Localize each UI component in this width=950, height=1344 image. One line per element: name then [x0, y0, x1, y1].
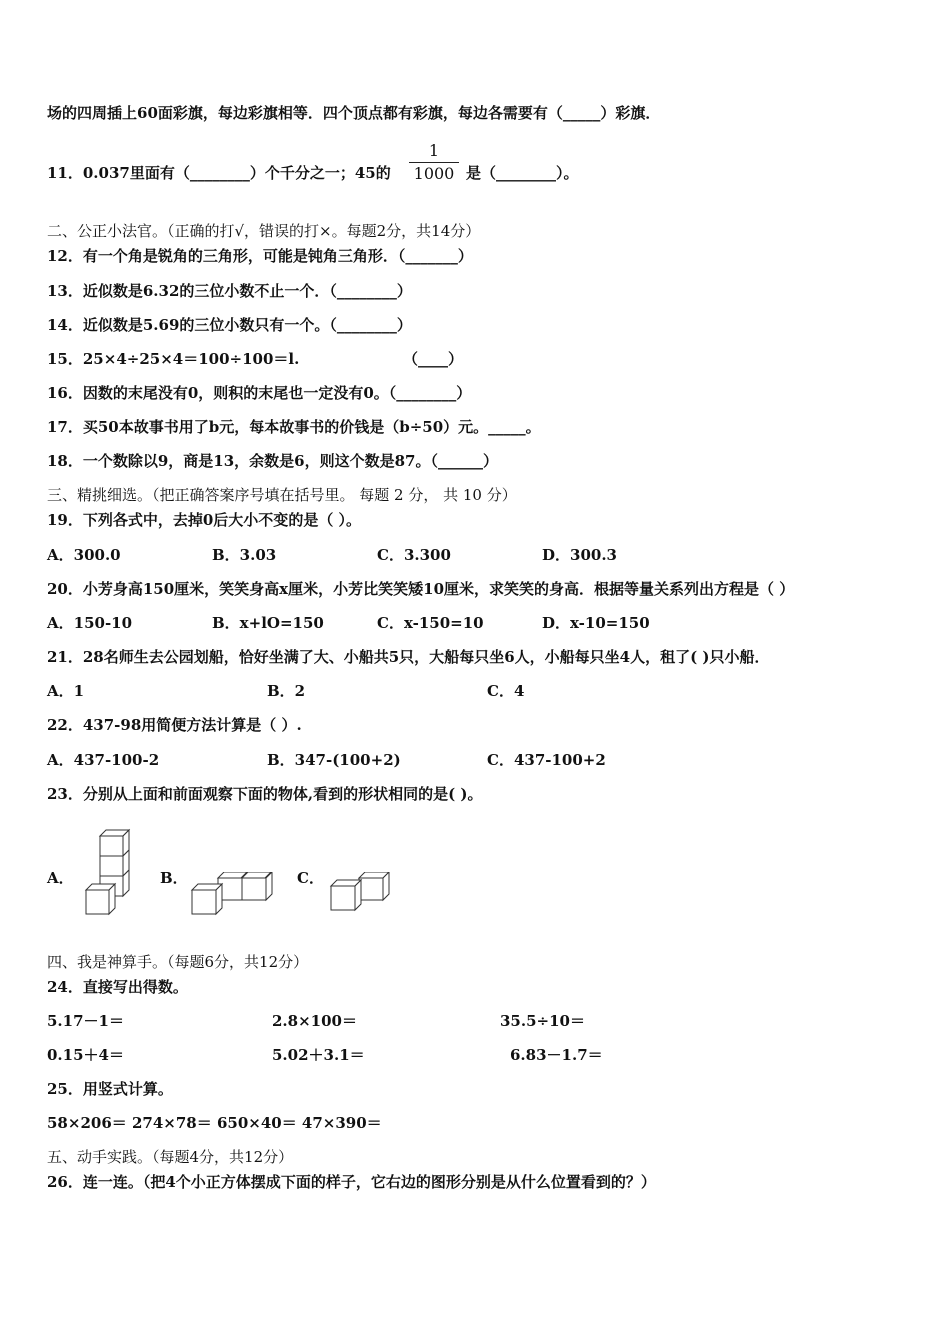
q19-option-b: B．3.03: [212, 546, 277, 564]
q21-option-a: A．1: [47, 682, 85, 700]
question-15: 15．25×4÷25×4＝100÷100＝l.: [47, 350, 300, 368]
q19-option-d: D．300.3: [542, 546, 617, 564]
question-13: 13．近似数是6.32的三位小数不止一个．（________）: [47, 282, 412, 300]
question-24: 24．直接写出得数。: [47, 978, 188, 996]
fraction-numerator: 1: [428, 141, 440, 160]
section-4-heading: 四、我是神算手。（每题6分，共12分）: [47, 953, 309, 971]
fraction-denominator: 1000: [413, 164, 455, 183]
q24-item-1: 5.17－1＝: [47, 1012, 124, 1030]
question-15-blank: （____）: [403, 350, 464, 368]
q20-option-a: A．150-10: [47, 614, 133, 632]
q24-item-4: 0.15＋4＝: [47, 1046, 124, 1064]
question-18: 18．一个数除以9，商是13，余数是6，则这个数是87。（______）: [47, 452, 498, 470]
q20-option-d: D．x-10=150: [542, 614, 650, 632]
question-25: 25．用竖式计算。: [47, 1080, 173, 1098]
question-11-part-a: 11．0.037里面有（________）个千分之一；45的: [47, 164, 391, 182]
question-23: 23．分别从上面和前面观察下面的物体,看到的形状相同的是( )。: [47, 785, 483, 803]
question-14: 14．近似数是5.69的三位小数只有一个。（________）: [47, 316, 412, 334]
section-3-heading: 三、精挑细选。（把正确答案序号填在括号里。 每题 2 分， 共 10 分）: [47, 486, 517, 504]
question-12: 12．有一个角是锐角的三角形，可能是钝角三角形．（_______）: [47, 247, 473, 265]
question-21: 21．28名师生去公园划船，恰好坐满了大、小船共5只，大船每只坐6人，小船每只坐4人，租了( )只小船．: [47, 648, 770, 666]
q23-option-c-label: C．: [297, 869, 324, 887]
q24-item-3: 35.5÷10＝: [500, 1012, 585, 1030]
question-10-continuation: 场的四周插上60面彩旗，每边彩旗相等．四个顶点都有彩旗，每边各需要有（_____）彩旗．: [47, 104, 661, 122]
question-25-items: 58×206＝ 274×78＝ 650×40＝ 47×390＝: [47, 1114, 382, 1132]
section-5-heading: 五、动手实践。（每题4分，共12分）: [47, 1148, 294, 1166]
q24-item-5: 5.02＋3.1＝: [272, 1046, 365, 1064]
q23-option-a-label: A．: [47, 869, 74, 887]
q23-option-c-figure: [327, 872, 393, 914]
q23-option-b-label: B．: [160, 869, 188, 887]
q23-option-a-figure: [82, 828, 134, 918]
q22-option-c: C．437-100+2: [487, 751, 606, 769]
q23-option-b-figure: [188, 872, 276, 918]
fraction-bar: [409, 162, 459, 163]
question-20: 20．小芳身高150厘米，笑笑身高x厘米，小芳比笑笑矮10厘米，求笑笑的身高．根据等量关系列出方程是（ ）: [47, 580, 795, 598]
section-2-heading: 二、公正小法官。（正确的打√，错误的打×。每题2分，共14分）: [47, 222, 481, 240]
q19-option-a: A．300.0: [47, 546, 121, 564]
q19-option-c: C．3.300: [377, 546, 451, 564]
question-22: 22．437-98用简便方法计算是（ ）.: [47, 716, 302, 734]
q22-option-a: A．437-100-2: [47, 751, 160, 769]
q21-option-c: C．4: [487, 682, 525, 700]
q21-option-b: B．2: [267, 682, 306, 700]
question-26: 26．连一连。（把4个小正方体摆成下面的样子，它右边的图形分别是从什么位置看到的？）: [47, 1173, 656, 1191]
question-17: 17．买50本故事书用了b元，每本故事书的价钱是（b÷50）元。_____。: [47, 418, 541, 436]
question-16: 16．因数的末尾没有0，则积的末尾也一定没有0。（________）: [47, 384, 472, 402]
q24-item-6: 6.83－1.7＝: [510, 1046, 603, 1064]
q24-item-2: 2.8×100＝: [272, 1012, 357, 1030]
q20-option-c: C．x-150=10: [377, 614, 484, 632]
question-11-part-b: 是（________）。: [466, 164, 579, 182]
q22-option-b: B．347-(100+2): [267, 751, 401, 769]
question-19: 19．下列各式中，去掉0后大小不变的是（ ）。: [47, 511, 362, 529]
fraction-one-thousandth: [409, 142, 459, 183]
q20-option-b: B．x+lO=150: [212, 614, 324, 632]
